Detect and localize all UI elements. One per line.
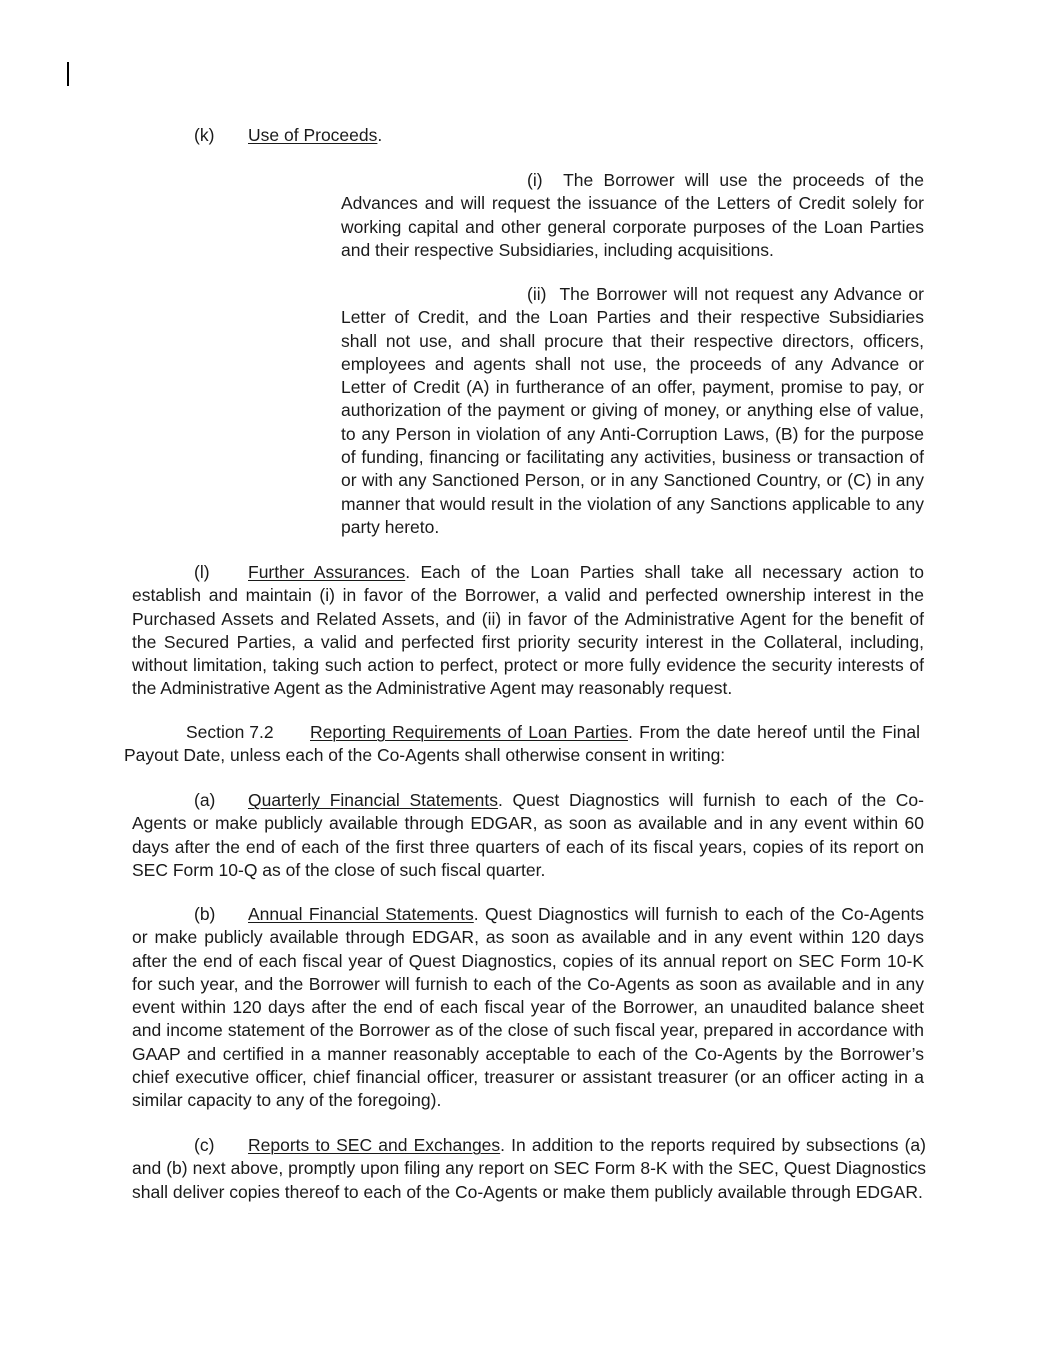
section-c-paragraph	[132, 1134, 926, 1204]
section-l-label: (l)	[194, 562, 210, 582]
section-b-paragraph	[132, 903, 924, 1113]
section-k-label: (k)	[194, 125, 215, 145]
section-c-title: Reports to SEC and Exchanges	[248, 1135, 501, 1155]
section-l-text: . Each of the Loan Parties shall take all necessary action to establish and maintain (i) in favor of the Borrower, a valid and perfected ownership interest in the Purchased Assets and Related Assets, and (ii) in favor of the Administrative Agent for the benefit of the Secured Parties, a valid and perfected first priority security interest in the Collateral, including, without limitation, taking such action to perfect, protect or more fully evidence the security interests of the Administrative Agent as the Administrative Agent may reasonably request.	[132, 562, 925, 699]
text-cursor	[67, 62, 69, 86]
section-a-title: Quarterly Financial Statements	[248, 790, 498, 810]
section-k-ii-paragraph	[341, 283, 924, 539]
section-l-title: Further Assurances	[248, 562, 406, 582]
section-7-2-label: Section 7.2	[186, 722, 274, 742]
section-7-2-title: Reporting Requirements of Loan Parties	[310, 722, 628, 742]
section-b-title: Annual Financial Statements	[248, 904, 474, 924]
section-b-text: . Quest Diagnostics will furnish to each of the Co-Agents or make publicly available through EDGAR, as soon as available and in any event within 120 days after the end of each fiscal year of Quest Diagnostics, copies of its annual report on SEC Form 10-K for such year, and the Borrower will furnish to each of the Co-Agents as soon as available and in any event within 120 days after the end of each fiscal year of the Borrower, an unaudited balance sheet and income statement of the Borrower as of the close of such fiscal year, prepared in accordance with GAAP and certified in a manner reasonably acceptable to each of the Co-Agents by the Borrower’s chief executive officer, chief financial officer, treasurer or assistant treasurer (or an officer acting in a similar capacity to any of the foregoing).	[132, 904, 924, 1111]
section-c-label: (c)	[194, 1135, 215, 1155]
section-k-ii-text: The Borrower will not request any Advance or Letter of Credit, and the Loan Parties and their respective Subsidiaries shall not use, and shall procure that their respective directors, officers, employees and agents shall not use, the proceeds of any Advance or Letter of Credit (A) in furtherance of an offer, payment, promise to pay, or authorization of the payment or giving of money, or anything else of value, to any Person in violation of any Anti-Corruption Laws, (B) for the purpose of funding, financing or facilitating any activities, business or transaction of or with any Sanctioned Person, or in any Sanctioned Country, or (C) in any manner that would result in the violation of any Sanctions applicable to any party hereto.	[341, 284, 924, 537]
section-a-paragraph	[132, 789, 924, 882]
section-c-text: . In addition to the reports required by subsections (a) and (b) next above, promptly upon filing any report on SEC Form 8-K with the SEC, Quest Diagnostics shall deliver copies thereof to each of the Co-Agents or make them publicly available through EDGAR.	[132, 1135, 926, 1202]
section-k-title: Use of Proceeds	[248, 125, 378, 145]
section-b-label: (b)	[194, 904, 216, 924]
section-k-i-paragraph	[341, 169, 924, 262]
section-k-period: .	[377, 125, 383, 145]
section-k-ii-label: (ii)	[527, 284, 547, 304]
section-k-i-text: The Borrower will use the proceeds of the Advances and will request the issuance of the Letters of Credit solely for working capital and other general corporate purposes of the Loan Parties and their respective Subsidiaries, including acquisitions.	[341, 170, 924, 260]
section-7-2-paragraph	[124, 721, 920, 768]
section-a-label: (a)	[194, 790, 216, 810]
section-l-paragraph	[132, 561, 924, 701]
section-k-i-label: (i)	[527, 170, 543, 190]
section-7-2-text: . From the date hereof until the Final Payout Date, unless each of the Co-Agents shall otherwise consent in writing:	[124, 722, 920, 766]
section-k-heading	[194, 124, 934, 147]
section-a-text: . Quest Diagnostics will furnish to each of the Co-Agents or make publicly available through EDGAR, as soon as available and in any event within 60 days after the end of each of the first three quarters of each of its fiscal years, copies of its report on SEC Form 10-Q as of the close of such fiscal quarter.	[132, 790, 924, 880]
